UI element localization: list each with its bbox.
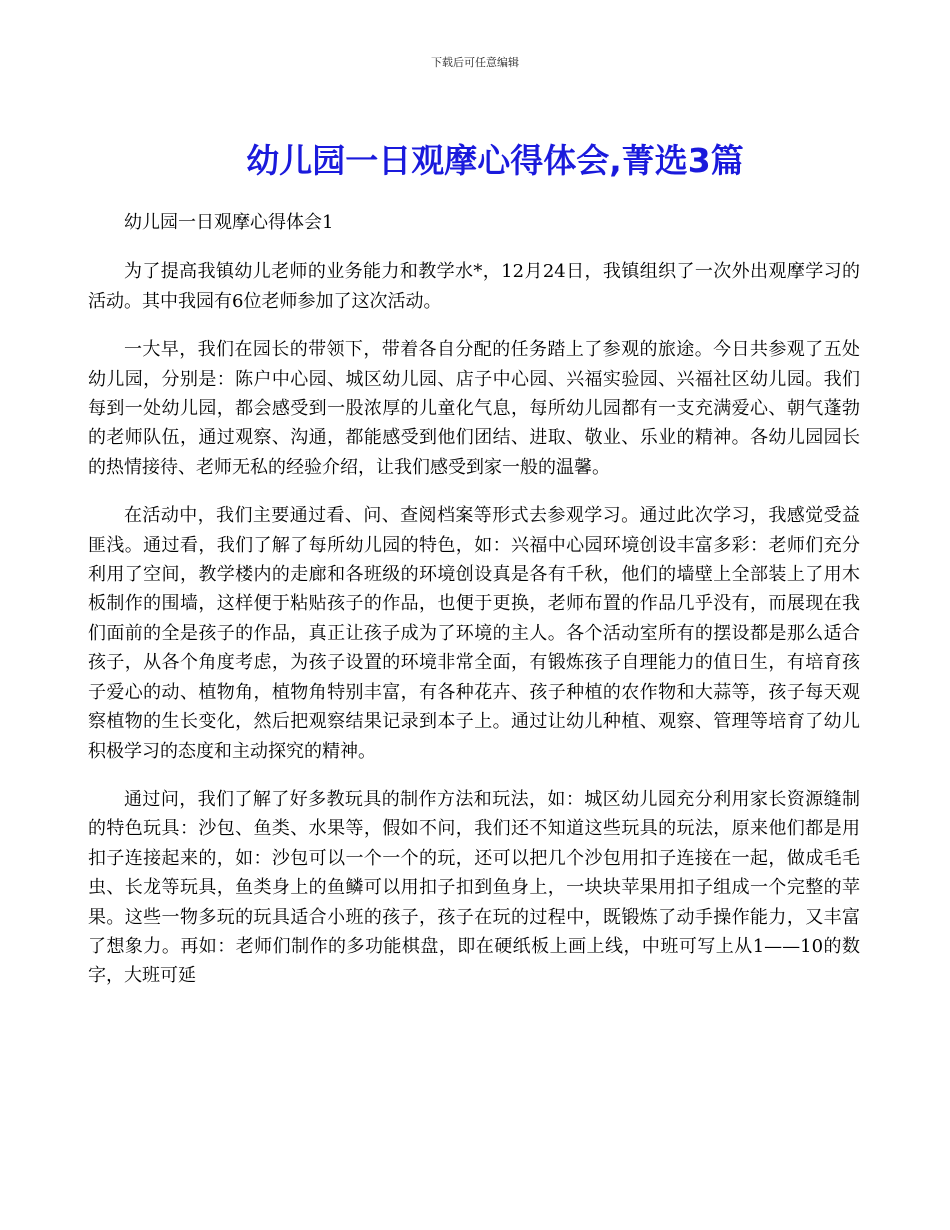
header-note: 下载后可任意编辑 xyxy=(431,56,519,69)
paragraph: 一大早，我们在园长的带领下，带着各自分配的任务踏上了参观的旅途。今日共参观了五处幼儿园，分别是：陈户中心园、城区幼儿园、店子中心园、兴福实验园、兴福社区幼儿园。我们每到一处幼儿园，都会感受到一股浓厚的儿童化气息，每所幼儿园都有一支充满爱心、朝气蓬勃的老师队伍，通过观察、沟通，都能感受到他们团结、进取、敬业、乐业的精神。各幼儿园园长的热情接待、老师无私的经验介绍，让我们感受到家一般的温馨。 xyxy=(88,339,860,478)
section-heading: 幼儿园一日观摩心得体会1 xyxy=(124,212,334,233)
paragraph: 为了提高我镇幼儿老师的业务能力和教学水*，12月24日，我镇组织了一次外出观摩学习的活动。其中我园有6位老师参加了这次活动。 xyxy=(88,261,860,312)
document-title: 幼儿园一日观摩心得体会,菁选3篇 xyxy=(246,141,744,180)
paragraph: 在活动中，我们主要通过看、问、查阅档案等形式去参观学习。通过此次学习，我感觉受益匪浅。通过看，我们了解了每所幼儿园的特色，如：兴福中心园环境创设丰富多彩：老师们充分利用了空间，教学楼内的走廊和各班级的环境创设真是各有千秋，他们的墙壁上全部装上了用木板制作的围墙，这样便于粘贴孩子的作品，也便于更换，老师布置的作品几乎没有，而展现在我们面前的全是孩子的作品，真正让孩子成为了环境的主人。各个活动室所有的摆设都是那么适合孩子，从各个角度考虑，为孩子设置的环境非常全面，有锻炼孩子自理能力的值日生，有培育孩子爱心的动、植物角，植物角特别丰富，有各种花卉、孩子种植的农作物和大蒜等，孩子每天观察植物的生长变化，然后把观察结果记录到本子上。通过让幼儿种植、观察、管理等培育了幼儿积极学习的态度和主动探究的精神。 xyxy=(88,505,860,762)
document-body xyxy=(88,208,860,1010)
paragraph: 通过问，我们了解了好多教玩具的制作方法和玩法，如：城区幼儿园充分利用家长资源缝制的特色玩具：沙包、鱼类、水果等，假如不问，我们还不知道这些玩具的玩法，原来他们都是用扣子连接起来的，如：沙包可以一个一个的玩，还可以把几个沙包用扣子连接在一起，做成毛毛虫、长龙等玩具，鱼类身上的鱼鳞可以用扣子扣到鱼身上，一块块苹果用扣子组成一个完整的苹果。这些一物多玩的玩具适合小班的孩子，孩子在玩的过程中，既锻炼了动手操作能力，又丰富了想象力。再如：老师们制作的多功能棋盘，即在硬纸板上画上线，中班可写上从1——10的数字，大班可延 xyxy=(88,788,860,987)
